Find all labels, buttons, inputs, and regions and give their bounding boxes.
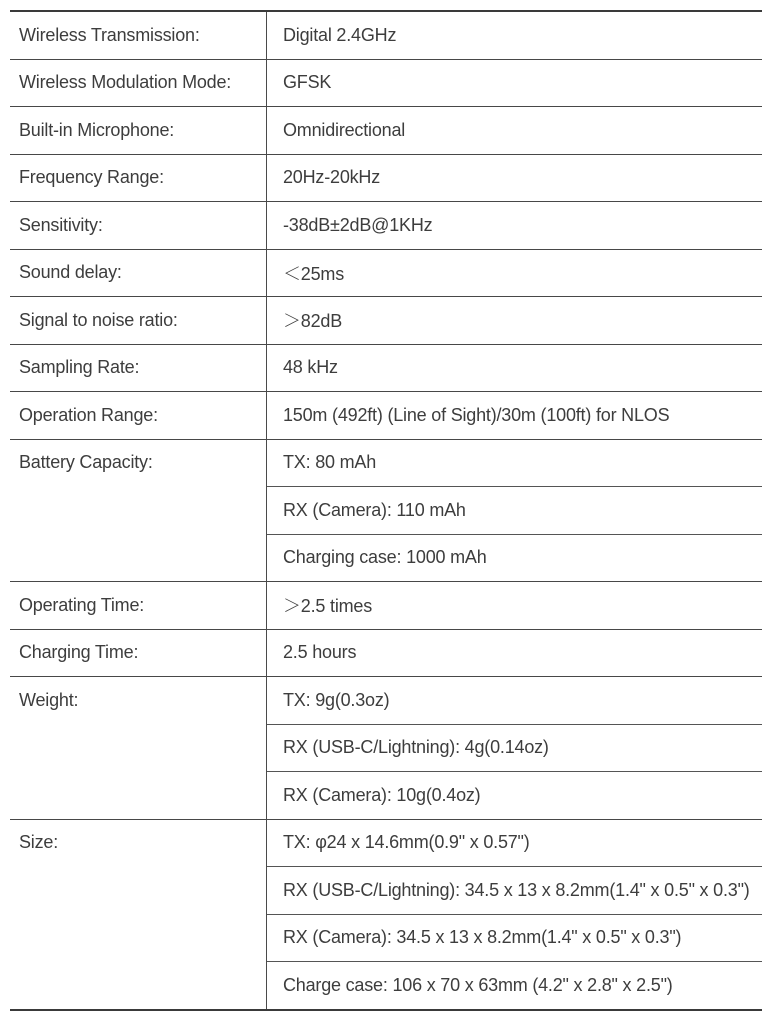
spec-row-operating-time [10,581,762,629]
spec-value: TX: φ24 x 14.6mm(0.9" x 0.57") [283,832,530,853]
spec-row-charging-time [10,629,762,677]
spec-row-signal-to-noise-ratio [10,296,762,344]
spec-value: 48 kHz [283,357,338,378]
spec-label: Battery Capacity: [19,452,153,473]
spec-value: GFSK [283,72,332,93]
spec-value: RX (Camera): 34.5 x 13 x 8.2mm(1.4" x 0.5" x 0.3") [267,914,762,962]
spec-value: -38dB±2dB@1KHz [283,214,433,235]
spec-label: Sampling Rate: [19,357,140,378]
spec-value: 150m (492ft) (Line of Sight)/30m (100ft) for NLOS [283,404,670,425]
spec-label: Charging Time: [19,642,139,663]
spec-value: RX (Camera): 10g(0.4oz) [267,771,762,819]
spec-label: Sensitivity: [19,214,103,235]
spec-value: RX (USB-C/Lightning): 34.5 x 13 x 8.2mm(1.4" x 0.5" x 0.3") [267,866,762,914]
spec-row-operation-range [10,391,762,439]
spec-value: Charge case: 106 x 70 x 63mm (4.2" x 2.8" x 2.5") [267,961,762,1009]
spec-label: Wireless Transmission: [19,24,200,45]
spec-row-sound-delay [10,249,762,297]
spec-row-sampling-rate [10,344,762,392]
spec-value: RX (USB-C/Lightning): 4g(0.14oz) [267,724,762,772]
spec-label: Wireless Modulation Mode: [19,72,232,93]
spec-label: Weight: [19,689,79,710]
spec-value: TX: 9g(0.3oz) [283,689,390,710]
spec-row-built-in-microphone [10,106,762,154]
spec-value: ＞2.5 times [283,596,373,617]
spec-value: RX (Camera): 110 mAh [267,486,762,534]
spec-label: Operating Time: [19,594,145,615]
spec-value: 20Hz-20kHz [283,167,381,188]
spec-value: TX: 80 mAh [283,452,377,473]
spec-label: Operation Range: [19,404,158,425]
spec-label: Signal to noise ratio: [19,309,178,330]
spec-value: Charging case: 1000 mAh [267,534,762,582]
spec-row-frequency-range [10,154,762,202]
spec-label: Size: [19,832,59,853]
spec-table [10,10,762,1011]
spec-label: Frequency Range: [19,167,164,188]
spec-label: Built-in Microphone: [19,119,175,140]
spec-row-sensitivity [10,201,762,249]
spec-value: Omnidirectional [283,119,406,140]
spec-value: 2.5 hours [283,642,357,663]
spec-value: ＜25ms [283,263,345,284]
spec-row-wireless-transmission [10,12,762,59]
spec-label: Sound delay: [19,262,122,283]
spec-value: ＞82dB [283,311,343,332]
spec-row-size [10,819,762,1009]
spec-row-wireless-modulation-mode [10,59,762,107]
spec-row-battery-capacity [10,439,762,582]
spec-row-weight [10,676,762,819]
spec-value: Digital 2.4GHz [283,24,397,45]
